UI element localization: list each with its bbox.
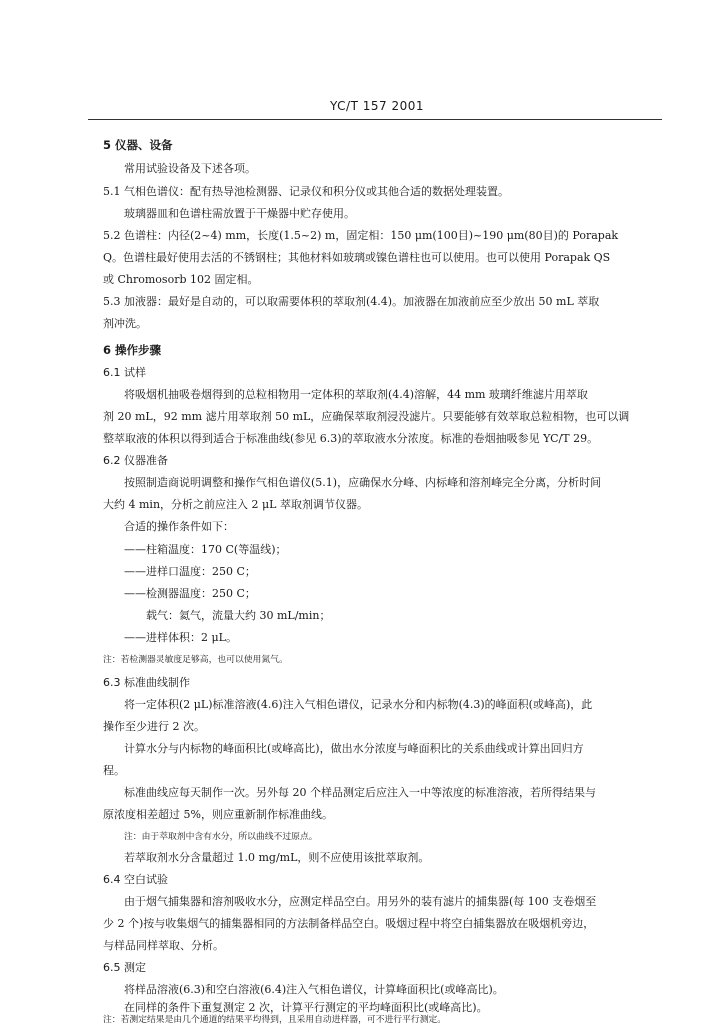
- paragraph-line: Q。色谱柱最好使用去活的不锈钢柱；其他材料如玻璃或镍色谱柱也可以使用。也可以使用 Porapak QS: [103, 251, 611, 264]
- clause-5-3: 5.3 加液器：最好是自动的，可以取需要体积的萃取剂(4.4)。加液器在加液前应至少放出 50 mL 萃取: [103, 295, 600, 308]
- condition-item: ——检测器温度：250 C；: [124, 587, 256, 600]
- section-heading-5: 5 仪器、设备: [103, 138, 173, 152]
- paragraph-line: 原浓度相差超过 5%，则应重新制作标准曲线。: [103, 808, 333, 821]
- paragraph-line: 整萃取液的体积以得到适合于标准曲线(参见 6.3)的萃取液水分浓度。标准的卷烟抽吸参见 YC/T 29。: [103, 432, 599, 445]
- paragraph-line: 将样品溶液(6.3)和空白溶液(6.4)注入气相色谱仪，计算峰面积比(或峰高比)。: [124, 983, 504, 996]
- paragraph-line: 或 Chromosorb 102 固定相。: [103, 273, 259, 286]
- paragraph-line: 在同样的条件下重复测定 2 次，计算平行测定的平均峰面积比(或峰高比)。: [124, 1001, 488, 1014]
- header-rule: [88, 119, 662, 120]
- note-line: 注：若测定结果是由几个通道的结果平均得到，且采用自动进样器，可不进行平行测定。: [103, 1015, 447, 1025]
- paragraph-line: 将一定体积(2 μL)标准溶液(4.6)注入气相色谱仪，记录水分和内标物(4.3)的峰面积(或峰高)，此: [124, 698, 593, 711]
- clause-5-1: 5.1 气相色谱仪：配有热导池检测器、记录仪和积分仪或其他合适的数据处理装置。: [103, 185, 509, 198]
- subheading-6-1: 6.1 试样: [103, 366, 146, 379]
- page-header: YC/T 157 2001: [330, 99, 424, 113]
- paragraph-line: 程。: [103, 764, 125, 777]
- subheading-6-5: 6.5 测定: [103, 961, 146, 974]
- subheading-6-4: 6.4 空白试验: [103, 873, 168, 886]
- subheading-6-3: 6.3 标准曲线制作: [103, 676, 190, 689]
- paragraph-line: 常用试验设备及下述各项。: [124, 162, 256, 175]
- paragraph-line: 将吸烟机抽吸卷烟得到的总粒相物用一定体积的萃取剂(4.4)溶解，44 mm 玻璃纤维滤片用萃取: [124, 388, 588, 401]
- note-line: 注：由于萃取剂中含有水分，所以曲线不过原点。: [124, 832, 318, 842]
- condition-item: 载气：氦气，流量大约 30 mL/min；: [146, 609, 331, 622]
- paragraph-line: 操作至少进行 2 次。: [103, 720, 205, 733]
- paragraph-line: 与样品同样萃取、分析。: [103, 939, 224, 952]
- section-heading-6: 6 操作步骤: [103, 343, 162, 357]
- paragraph-line: 少 2 个)按与收集烟气的捕集器相同的方法制备样品空白。吸烟过程中将空白捕集器放在吸烟机旁边，: [103, 917, 595, 930]
- paragraph-line: 剂冲洗。: [103, 317, 147, 330]
- paragraph-line: 玻璃器皿和色谱柱需放置于干燥器中贮存使用。: [124, 207, 355, 220]
- clause-5-2: 5.2 色谱柱：内径(2~4) mm，长度(1.5~2) m，固定相：150 μm(100目)~190 μm(80目)的 Porapak: [103, 229, 619, 242]
- paragraph-line: 计算水分与内标物的峰面积比(或峰高比)，做出水分浓度与峰面积比的关系曲线或计算出回归方: [124, 742, 584, 755]
- subheading-6-2: 6.2 仪器准备: [103, 454, 168, 467]
- paragraph-line: 由于烟气捕集器和溶剂吸收水分，应测定样品空白。用另外的装有滤片的捕集器(每 100 支卷烟至: [124, 895, 597, 908]
- paragraph-line: 按照制造商说明调整和操作气相色谱仪(5.1)，应确保水分峰、内标峰和溶剂峰完全分离，分析时间: [124, 476, 602, 489]
- condition-item: ——进样体积：2 μL。: [124, 631, 237, 644]
- condition-item: ——柱箱温度：170 C(等温线)；: [124, 543, 287, 556]
- paragraph-line: 合适的操作条件如下：: [124, 520, 234, 533]
- condition-item: ——进样口温度：250 C；: [124, 565, 256, 578]
- paragraph-line: 剂 20 mL，92 mm 滤片用萃取剂 50 mL，应确保萃取剂浸没滤片。只要能够有效萃取总粒相物，也可以调: [103, 410, 630, 423]
- paragraph-line: 若萃取剂水分含量超过 1.0 mg/mL，则不应使用该批萃取剂。: [124, 851, 430, 864]
- paragraph-line: 大约 4 min，分析之前应注入 2 μL 萃取剂调节仪器。: [103, 498, 368, 511]
- note-line: 注：若检测器灵敏度足够高，也可以使用氮气。: [103, 655, 288, 665]
- paragraph-line: 标准曲线应每天制作一次。另外每 20 个样品测定后应注入一中等浓度的标准溶液，若所得结果与: [124, 786, 596, 799]
